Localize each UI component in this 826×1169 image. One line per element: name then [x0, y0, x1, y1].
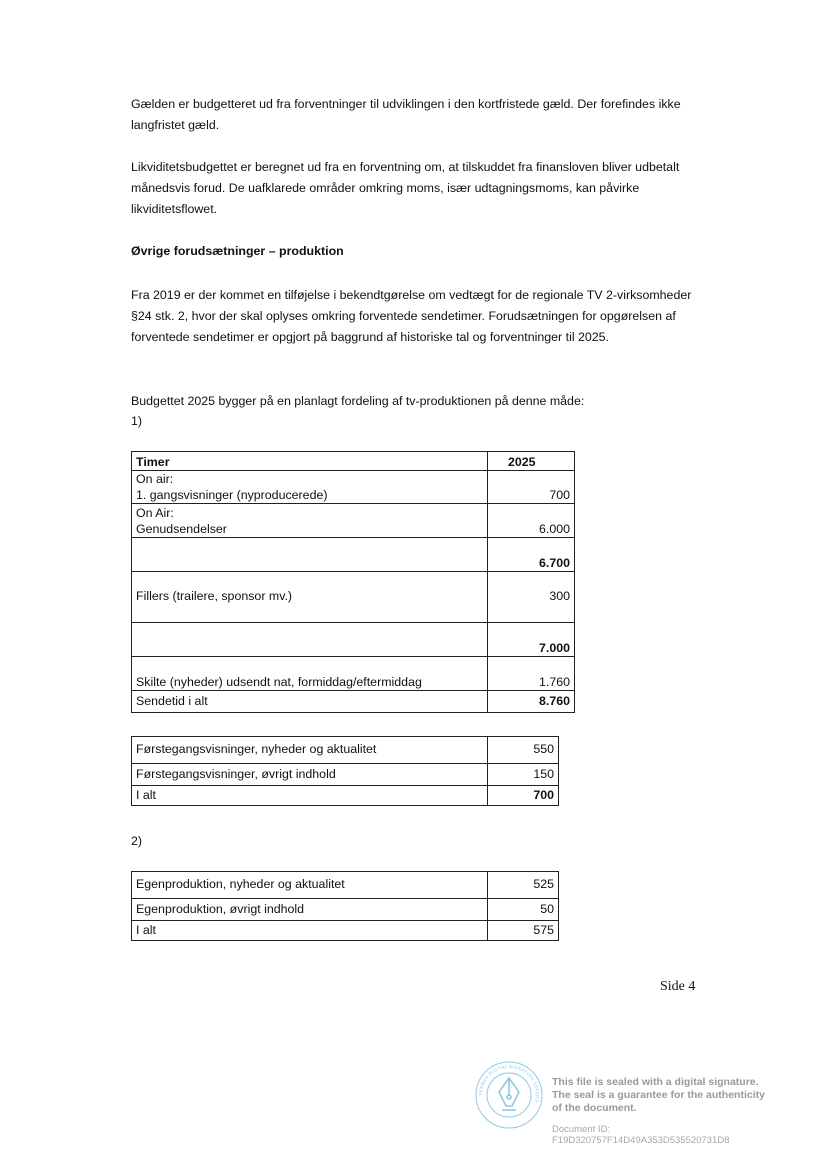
row-label: I alt — [132, 921, 488, 941]
row-label-a: On air: — [136, 472, 174, 486]
list-label-1: 1) — [131, 414, 143, 428]
table-row — [132, 471, 575, 504]
row-value: 700 — [488, 471, 575, 504]
row-label: Egenproduktion, øvrigt indhold — [132, 899, 488, 921]
seal-line-2: The seal is a guarantee for the authenticity — [552, 1089, 765, 1101]
table-row-subtotal — [132, 538, 575, 572]
section-heading: Øvrige forudsætninger – produktion — [131, 244, 344, 258]
row-value: 300 — [488, 572, 575, 623]
digital-seal-icon — [474, 1060, 544, 1130]
document-id-label: Document ID: — [552, 1124, 611, 1135]
table-row — [132, 872, 559, 899]
row-label — [132, 623, 488, 657]
row-label: Førstegangsvisninger, øvrigt indhold — [132, 764, 488, 786]
seal-statement — [552, 1076, 782, 1115]
row-label: Egenproduktion, nyheder og aktualitet — [132, 872, 488, 899]
first-run-table — [131, 736, 559, 806]
table-row-total — [132, 691, 575, 713]
row-label — [132, 538, 488, 572]
row-value: 6.000 — [488, 504, 575, 538]
row-label: Førstegangsvisninger, nyheder og aktualitet — [132, 737, 488, 764]
table-row — [132, 504, 575, 538]
seal-line-3: of the document. — [552, 1102, 637, 1114]
row-value: 700 — [488, 786, 559, 806]
table-row-total — [132, 921, 559, 941]
table-header-row — [132, 452, 575, 471]
row-value: 550 — [488, 737, 559, 764]
row-label: Skilte (nyheder) udsendt nat, formiddag/eftermiddag — [132, 657, 488, 691]
row-value: 6.700 — [488, 538, 575, 572]
row-value: 8.760 — [488, 691, 575, 713]
table-row-total — [132, 786, 559, 806]
seal-line-1: This file is sealed with a digital signature. — [552, 1076, 759, 1088]
row-value: 50 — [488, 899, 559, 921]
own-production-table — [131, 871, 559, 941]
pen-nib-icon — [499, 1078, 519, 1110]
table-row — [132, 657, 575, 691]
seal-ring-text: PENNEO DIGITAL SIGNATURE SERVICE — [477, 1063, 541, 1104]
paragraph-budget-intro: Budgettet 2025 bygger på en planlagt fordeling af tv-produktionen på denne måde: — [131, 394, 585, 408]
table-row — [132, 764, 559, 786]
row-value: 1.760 — [488, 657, 575, 691]
row-label: Sendetid i alt — [132, 691, 488, 713]
row-value: 150 — [488, 764, 559, 786]
table-row — [132, 737, 559, 764]
row-label: Fillers (trailere, sponsor mv.) — [132, 572, 488, 623]
table-row-subtotal — [132, 623, 575, 657]
document-id-value: F19D320757F14D49A353D535520731D8 — [552, 1135, 730, 1146]
row-label-a: On Air: — [136, 506, 174, 520]
row-value: 575 — [488, 921, 559, 941]
row-label-b: 1. gangsvisninger (nyproducerede) — [136, 487, 328, 502]
paragraph-broadcast-hours: Fra 2019 er der kommet en tilføjelse i bekendtgørelse om vedtægt for de regionale TV 2-virksomheder §24 stk. 2, hvor der skal oplyses omkring forventede sendetimer. Forudsætningen for opgørelsen af forventede sendetimer er opgjort på baggrund af historiske tal og forventninger til 2025. — [131, 288, 692, 344]
page-number: Side 4 — [660, 979, 696, 994]
row-label-b: Genudsendelser — [136, 521, 227, 536]
list-label-2: 2) — [131, 834, 143, 848]
broadcast-hours-table — [131, 451, 575, 713]
row-value: 7.000 — [488, 623, 575, 657]
paragraph-liquidity: Likviditetsbudgettet er beregnet ud fra en forventning om, at tilskuddet fra finansloven bliver udbetalt månedsvis forud. De uafklarede områder omkring moms, især udtagningsmoms, kan påvirke likviditetsflowet. — [131, 160, 680, 216]
table-row — [132, 572, 575, 623]
header-timer: Timer — [132, 452, 488, 471]
table-row — [132, 899, 559, 921]
paragraph-debt: Gælden er budgetteret ud fra forventninger til udviklingen i den kortfristede gæld. Der forefindes ikke langfristet gæld. — [131, 97, 681, 132]
header-year: 2025 — [488, 452, 575, 471]
document-id — [552, 1124, 782, 1146]
row-value: 525 — [488, 872, 559, 899]
row-label: I alt — [132, 786, 488, 806]
